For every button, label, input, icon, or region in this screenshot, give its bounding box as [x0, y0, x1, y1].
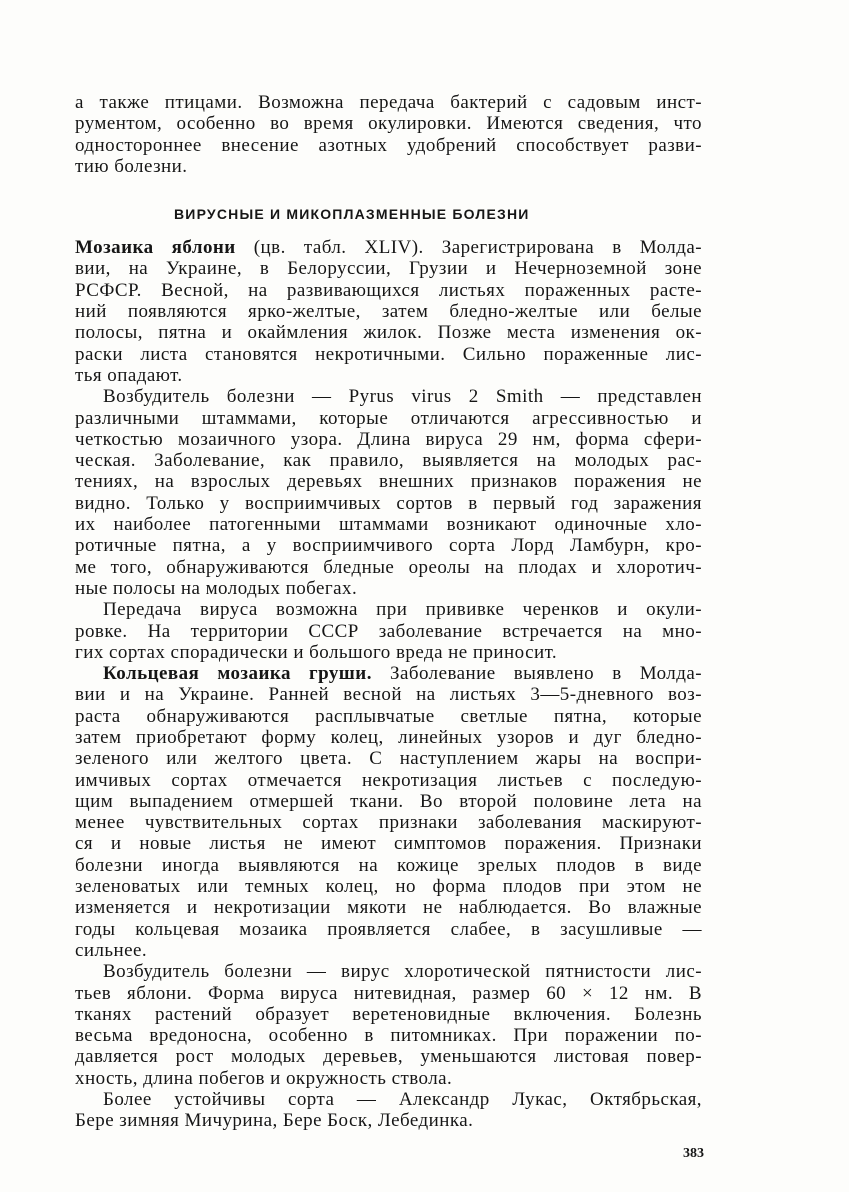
- text-line: Бере зимняя Мичурина, Бере Боск, Лебединка.: [75, 1110, 474, 1132]
- paragraph: [75, 386, 702, 599]
- disease-name: Мозаика яблони: [75, 237, 236, 259]
- text-line: РСФСР. Весной, на развивающихся листьях пораженных расте-: [75, 279, 702, 301]
- paragraph: [75, 961, 702, 1089]
- text-line: Возбудитель болезни — Pyrus virus 2 Smith — представлен: [103, 386, 702, 408]
- text-line: ся и новые листья не имеют симптомов поражения. Признаки: [75, 833, 702, 855]
- text-line: ротичные пятна, а у восприимчивого сорта Лорд Ламбурн, кро-: [75, 535, 702, 557]
- text-line: сильнее.: [75, 939, 148, 961]
- text-line: тьев яблони. Форма вируса нитевидная, размер 60 × 12 нм. В: [75, 982, 702, 1004]
- text-line: годы кольцевая мозаика проявляется слабее, в засушливые —: [75, 918, 702, 940]
- text-line: гих сортах спорадически и большого вреда не приносит.: [75, 641, 558, 663]
- text-line: четкостью мозаичного узора. Длина вируса 29 нм, форма сфери-: [75, 428, 702, 450]
- paragraph: [75, 1089, 702, 1132]
- text-line: раста обнаруживаются расплывчатые светлые пятна, которые: [75, 705, 702, 727]
- text-line: Более устойчивы сорта — Александр Лукас, Октябрьская,: [103, 1089, 702, 1111]
- paragraph: [75, 237, 702, 386]
- text-line: щим выпадением отмершей ткани. Во второй половине лета на: [75, 790, 702, 812]
- text-line: тию болезни.: [75, 155, 188, 177]
- text-line: изменяется и некротизации мякоти не наблюдается. Во влажные: [75, 897, 702, 919]
- section-heading: ВИРУСНЫЕ И МИКОПЛАЗМЕННЫЕ БОЛЕЗНИ: [174, 206, 530, 223]
- text-line: ний появляются ярко-желтые, затем бледно-желтые или белые: [75, 301, 702, 323]
- disease-name: Кольцевая мозаика груши.: [103, 663, 372, 685]
- text-line: одностороннее внесение азотных удобрений способствует разви-: [75, 134, 702, 156]
- text-line: вии и на Украине. Ранней весной на листьях 3—5-дневного воз-: [75, 684, 702, 706]
- text-line: затем приобретают форму колец, линейных узоров и дуг бледно-: [75, 727, 702, 748]
- text-line: раски листа становятся некротичными. Сильно пораженные лис-: [75, 343, 702, 365]
- page-body: [75, 92, 702, 1132]
- text-line: Возбудитель болезни — вирус хлоротической пятнистости лис-: [103, 961, 702, 983]
- text-line: [75, 663, 702, 684]
- text-line: давляется рост молодых деревьев, уменьшаются листовая повер-: [75, 1046, 702, 1068]
- text-line: ческая. Заболевание, как правило, выявляется на молодых рас-: [75, 450, 702, 472]
- text-line: зеленого или желтого цвета. С наступлением жары на воспри-: [75, 748, 702, 770]
- text-line: болезни иногда выявляются на кожице зрелых плодов в виде: [75, 854, 702, 876]
- text-line: а также птицами. Возможна передача бактерий с садовым инст-: [75, 92, 702, 113]
- text-line: имчивых сортах отмечается некротизация листьев с последую-: [75, 769, 702, 791]
- text-line: вии, на Украине, в Белоруссии, Грузии и Нечерноземной зоне: [75, 258, 702, 280]
- text-line: полосы, пятна и окаймления жилок. Позже места изменения ок-: [75, 322, 702, 344]
- text-line: зеленоватых или темных колец, но форма плодов при этом не: [75, 876, 702, 898]
- text-line: Передача вируса возможна при прививке черенков и окули-: [103, 599, 702, 621]
- text-line: тканях растений образует веретеновидные включения. Болезнь: [75, 1003, 702, 1025]
- text-run: (цв. табл. XLIV). Зарегистрирована в Молда-: [235, 237, 702, 259]
- text-line: [75, 237, 702, 258]
- text-line: видно. Только у восприимчивых сортов в первый год заражения: [75, 492, 702, 514]
- text-line: тья опадают.: [75, 364, 183, 386]
- text-run: Заболевание выявлено в Молда-: [371, 663, 702, 685]
- text-line: различными штаммами, которые отличаются агрессивностью и: [75, 407, 702, 429]
- text-line: ровке. На территории СССР заболевание встречается на мно-: [75, 620, 702, 642]
- text-line: ме того, обнаруживаются бледные ореолы на плодах и хлоротич-: [75, 556, 702, 578]
- text-line: тениях, на взрослых деревьях внешних признаков поражения не: [75, 471, 702, 493]
- text-line: их наиболее патогенными штаммами возникают одиночные хло-: [75, 514, 702, 536]
- text-line: ные полосы на молодых побегах.: [75, 577, 358, 599]
- text-line: рументом, особенно во время окулировки. Имеются сведения, что: [75, 113, 702, 135]
- text-line: весьма вредоносна, особенно в питомниках. При поражении по-: [75, 1025, 702, 1047]
- paragraph: [75, 599, 702, 663]
- paragraph: [75, 92, 702, 177]
- text-line: менее чувствительных сортах признаки заболевания маскируют-: [75, 812, 702, 834]
- page-number: 383: [683, 1146, 704, 1161]
- paragraph: [75, 663, 702, 961]
- text-line: хность, длина побегов и окружность ствола.: [75, 1067, 453, 1089]
